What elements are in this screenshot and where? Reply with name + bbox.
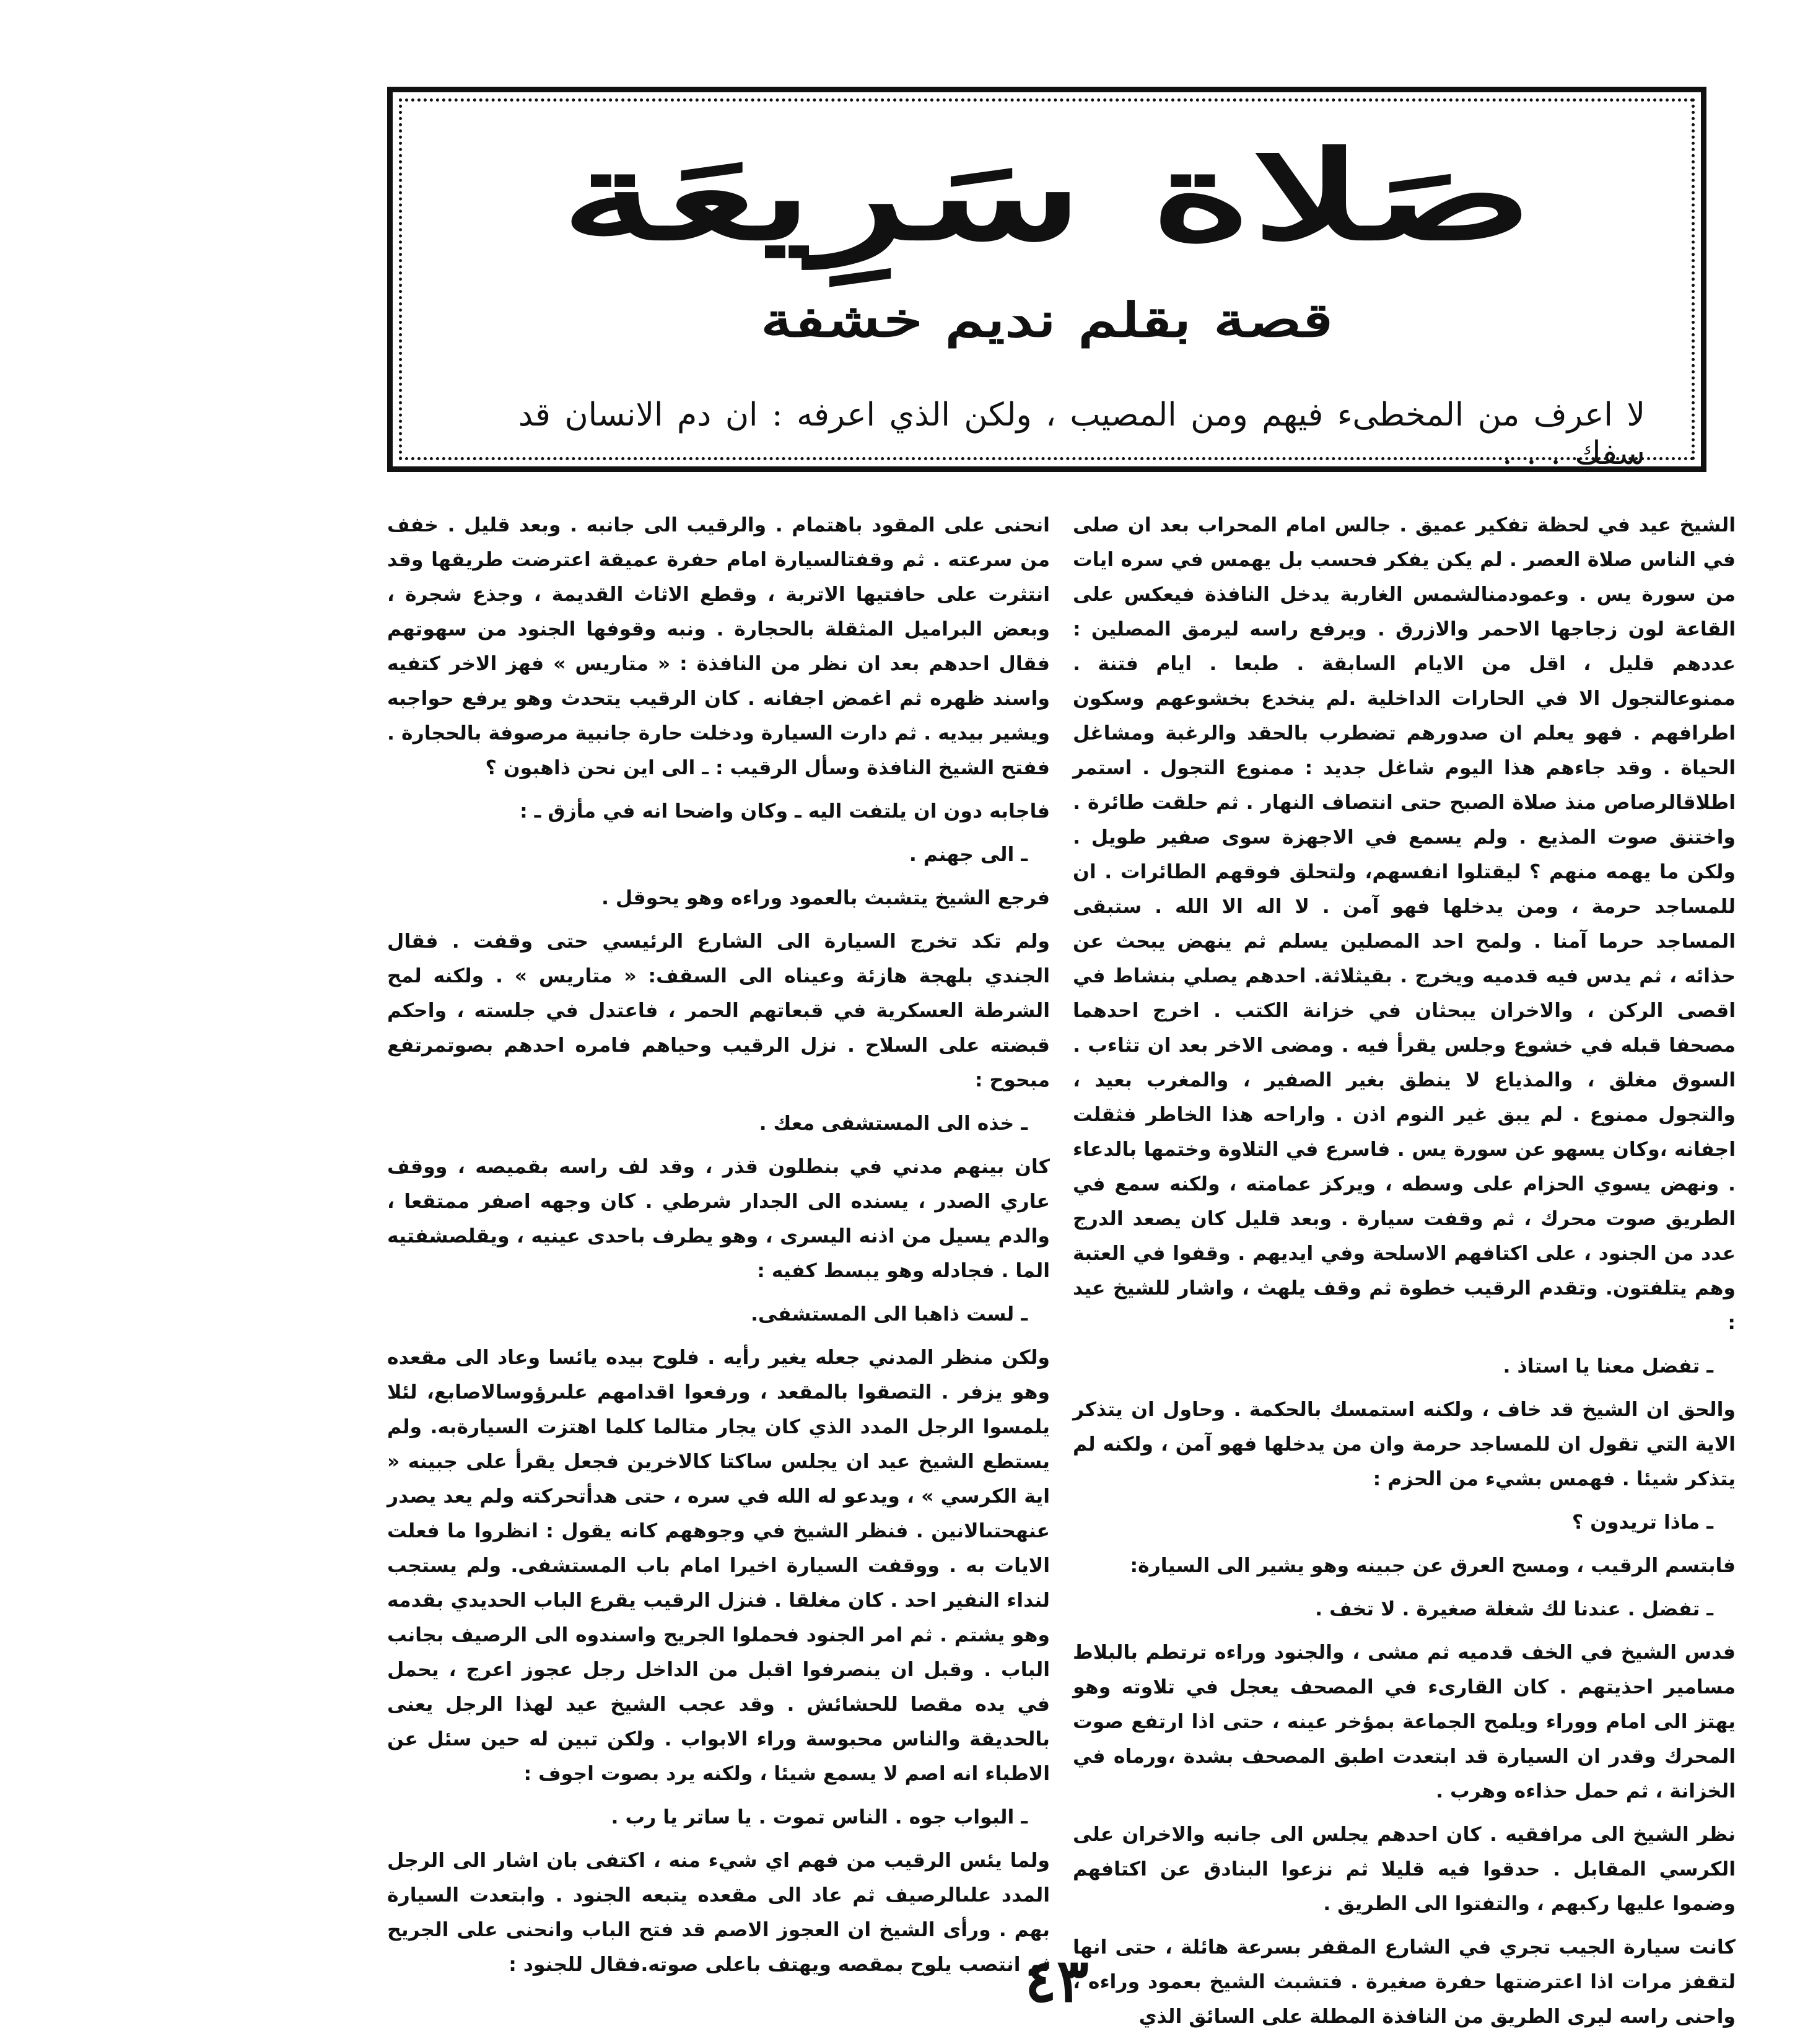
right-text-column [1073,508,1736,2028]
page-number: ٤٣ [1024,1946,1089,2016]
paragraph: ولما يئس الرقيب من فهم اي شيء منه ، اكتفى بان اشار الى الرجل المدد علىالرصيف ثم عاد الى مقعده يتبعه الجنود . وابتعدت السيارة بهم . ورأى الشيخ ان العجوز الاصم قد فتح الباب وانحنى على الجريح ثم انتصب يلوح بمقصه ويهتف باعلى صوته.فقال للجنود : [387,1850,1050,1976]
paragraph: نظر الشيخ الى مرافقيه . كان احدهم يجلس الى جانبه والاخران على الكرسي المقابل . حدقوا فيه قليلا ثم نزعوا البنادق عن اكتافهم وضموا عليها ركبهم ، والتفتوا الى الطريق . [1073,1823,1736,1915]
paragraph: ـ ماذا تريدون ؟ [1571,1511,1713,1534]
left-text-column [387,508,1050,1976]
title-frame [387,87,1706,472]
paragraph: فابتسم الرقيب ، ومسح العرق عن جبينه وهو يشير الى السيارة: [1130,1555,1736,1577]
paragraph: ـ الى جهنم . [909,844,1028,866]
paragraph: ـ خذه الى المستشفى معك . [759,1112,1028,1135]
paragraph: ـ تفضل . عندنا لك شغلة صغيرة . لا تخف . [1315,1598,1713,1620]
story-byline: قصة بقلم نديم خشفة [760,292,1333,347]
paragraph: كان بينهم مدني في بنطلون قذر ، وقد لف راسه بقميصه ، ووقف عاري الصدر ، يسنده الى الجدار شرطي . كان وجهه اصفر ممتقعا ، والدم يسيل من اذنه اليسرى ، وهو يطرف باحدى عينيه ، ويقلصشفتيه الما . فجادله وهو يبسط كفيه : [387,1156,1050,1282]
paragraph: ـ البواب جوه . الناس تموت . يا ساتر يا رب . [611,1806,1028,1828]
story-epigraph: لا اعرف من المخطىء فيهم ومن المصيب ، ولكن الذي اعرفه : ان دم الانسان قد سفك . . . [518,396,1645,473]
paragraph: ـ تفضل معنا يا استاذ . [1503,1355,1713,1378]
paragraph: ولكن منظر المدني جعله يغير رأيه . فلوح بيده يائسا وعاد الى مقعده وهو يزفر . التصقوا بالمقعد ، ورفعوا اقدامهم علىرؤوسالاصابع، لئلا يلمسوا الرجل المدد الذي كان يجار متالما كلما اهتزت السيارةبه. ولم يستطع الشيخ عيد ان يجلس ساكتا كالاخرين فجعل يقرأ على جبينه « اية الكرسي » ، ويدعو له الله في سره ، حتى هدأتحركته ولم يعد يصدر عنهحتىالانين . فنظر الشيخ في وجوههم كانه يقول : انظروا ما فعلت الايات به . ووقفت السيارة اخيرا امام باب المستشفى. ولم يستجب لنداء النفير احد . كان مغلقا . فنزل الرقيب يقرع الباب الحديدي بقدمه وهو يشتم . ثم امر الجنود فحملوا الجريح واسندوه الى الرصيف بجانب الباب . وقبل ان ينصرفوا اقبل من الداخل رجل عجوز اعرج ، يحمل في يده مقصا للحشائش . وقد عجب الشيخ عيد لهذا الرجل يعنى بالحديقة والناس محبوسة وراء الابواب . ولكن تبين له حين سئل عن الاطباء انه اصم لا يسمع شيئا ، ولكنه يرد بصوت اجوف : [387,1347,1050,1785]
paragraph: كانت سيارة الجيب تجري في الشارع المقفر بسرعة هائلة ، حتى انها لتقفز مرات اذا اعترضتها حفرة صغيرة . فتشبث الشيخ بعمود وراءه ، واحنى راسه ليرى الطريق من النافذة المطلة على السائق الذي [1073,1936,1736,2028]
paragraph: الشيخ عيد في لحظة تفكير عميق . جالس امام المحراب بعد ان صلى في الناس صلاة العصر . لم يكن يفكر فحسب بل يهمس في سره ايات من سورة يس . وعمودمنالشمس الغاربة يدخل النافذة فيعكس على القاعة لون زجاجها الاحمر والازرق . ويرفع راسه ليرمق المصلين : عددهم قليل ، اقل من الايام السابقة . طبعا . ايام فتنة . ممنوعالتجول الا في الحارات الداخلية .لم ينخدع بخشوعهم وسكون اطرافهم . فهو يعلم ان صدورهم تضطرب بالحقد والرغبة ومشاغل الحياة . وقد جاءهم هذا اليوم شاغل جديد : ممنوع التجول . استمر اطلاقالرصاص منذ صلاة الصبح حتى انتصاف النهار . ثم حلقت طائرة . واختنق صوت المذيع . ولم يسمع في الاجهزة سوى صفير طويل . ولكن ما يهمه منهم ؟ ليقتلوا انفسهم، ولتحلق فوقهم الطائرات . ان للمساجد حرمة ، ومن يدخلها فهو آمن . لا اله الا الله . ستبقى المساجد حرما آمنا . ولمح احد المصلين يسلم ثم ينهض يبحث عن حذائه ، ثم يدس فيه قدميه ويخرج . بقيثلاثة. احدهم يصلي بنشاط في اقصى الركن ، والاخران يبحثان في خزانة الكتب . اخرج احدهما مصحفا قبله في خشوع وجلس يقرأ فيه . ومضى الاخر بعد ان تثاءب . السوق مغلق ، والمذياع لا ينطق بغير الصفير ، والمغرب بعيد ، والتجول ممنوع . لم يبق غير النوم اذن . واراحه هذا الخاطر فثقلت اجفانه ،وكان يسهو عن سورة يس . فاسرع في التلاوة وختمها بالدعاء . ونهض يسوي الحزام على وسطه ، ويركز عمامته ، ولكنه سمع في الطريق صوت محرك ، ثم وقفت سيارة . وبعد قليل كان يصعد الدرج عدد من الجنود ، على اكتافهم الاسلحة وفي ايديهم . وقفوا في العتبة وهم يتلفتون. وتقدم الرقيب خطوة ثم وقف يلهث ، واشار للشيخ عيد : [1073,514,1736,1334]
paragraph: فرجع الشيخ يتشبث بالعمود وراءه وهو يحوقل . [601,887,1050,909]
paragraph: انحنى على المقود باهتمام . والرقيب الى جانبه . وبعد قليل . خفف من سرعته . ثم وقفتالسيارة امام حفرة عميقة اعترضت طريقها وقد انتثرت على حافتيها الاتربة ، وقطع الاثاث القديمة ، وجذع شجرة ، وبعض البراميل المثقلة بالحجارة . ونبه وقوفها الجنود من سهوتهم فقال احدهم بعد ان نظر من النافذة : « متاريس » فهز الاخر كتفيه واسند ظهره ثم اغمض اجفانه . كان الرقيب يتحدث وهو يرفع حواجبه ويشير بيديه . ثم دارت السيارة ودخلت حارة جانبية مرصوفة بالحجارة . ففتح الشيخ النافذة وسأل الرقيب : ـ الى اين نحن ذاهبون ؟ [387,514,1050,779]
paragraph: فدس الشيخ في الخف قدميه ثم مشى ، والجنود وراءه ترتطم بالبلاط مسامير احذيتهم . كان القارىء في المصحف يعجل في تلاوته وهو يهتز الى امام ووراء ويلمح الجماعة بمؤخر عينه ، حتى اذا ارتفع صوت المحرك وقدر ان السيارة قد ابتعدت اطبق المصحف بشدة ،ورماه في الخزانة ، ثم حمل حذاءه وهرب . [1073,1641,1736,1802]
story-title: صَلاة سَرِيعَة [561,125,1533,268]
paragraph: فاجابه دون ان يلتفت اليه ـ وكان واضحا انه في مأزق ـ : [520,800,1050,823]
paragraph: ولم تكد تخرج السيارة الى الشارع الرئيسي حتى وقفت . فقال الجندي بلهجة هازئة وعيناه الى السقف: « متاريس » . ولكنه لمح الشرطة العسكرية في قبعاتهم الحمر ، فاعتدل في جلسته ، واحكم قبضته على السلاح . نزل الرقيب وحياهم فامره احدهم بصوتمرتفع مبحوح : [387,930,1050,1091]
paragraph: ـ لست ذاهبا الى المستشفى. [750,1303,1028,1326]
paragraph: والحق ان الشيخ قد خاف ، ولكنه استمسك بالحكمة . وحاول ان يتذكر الاية التي تقول ان للمساجد حرمة وان من يدخلها فهو آمن ، ولكنه لم يتذكر شيئا . فهمس بشيء من الحزم : [1073,1399,1736,1490]
